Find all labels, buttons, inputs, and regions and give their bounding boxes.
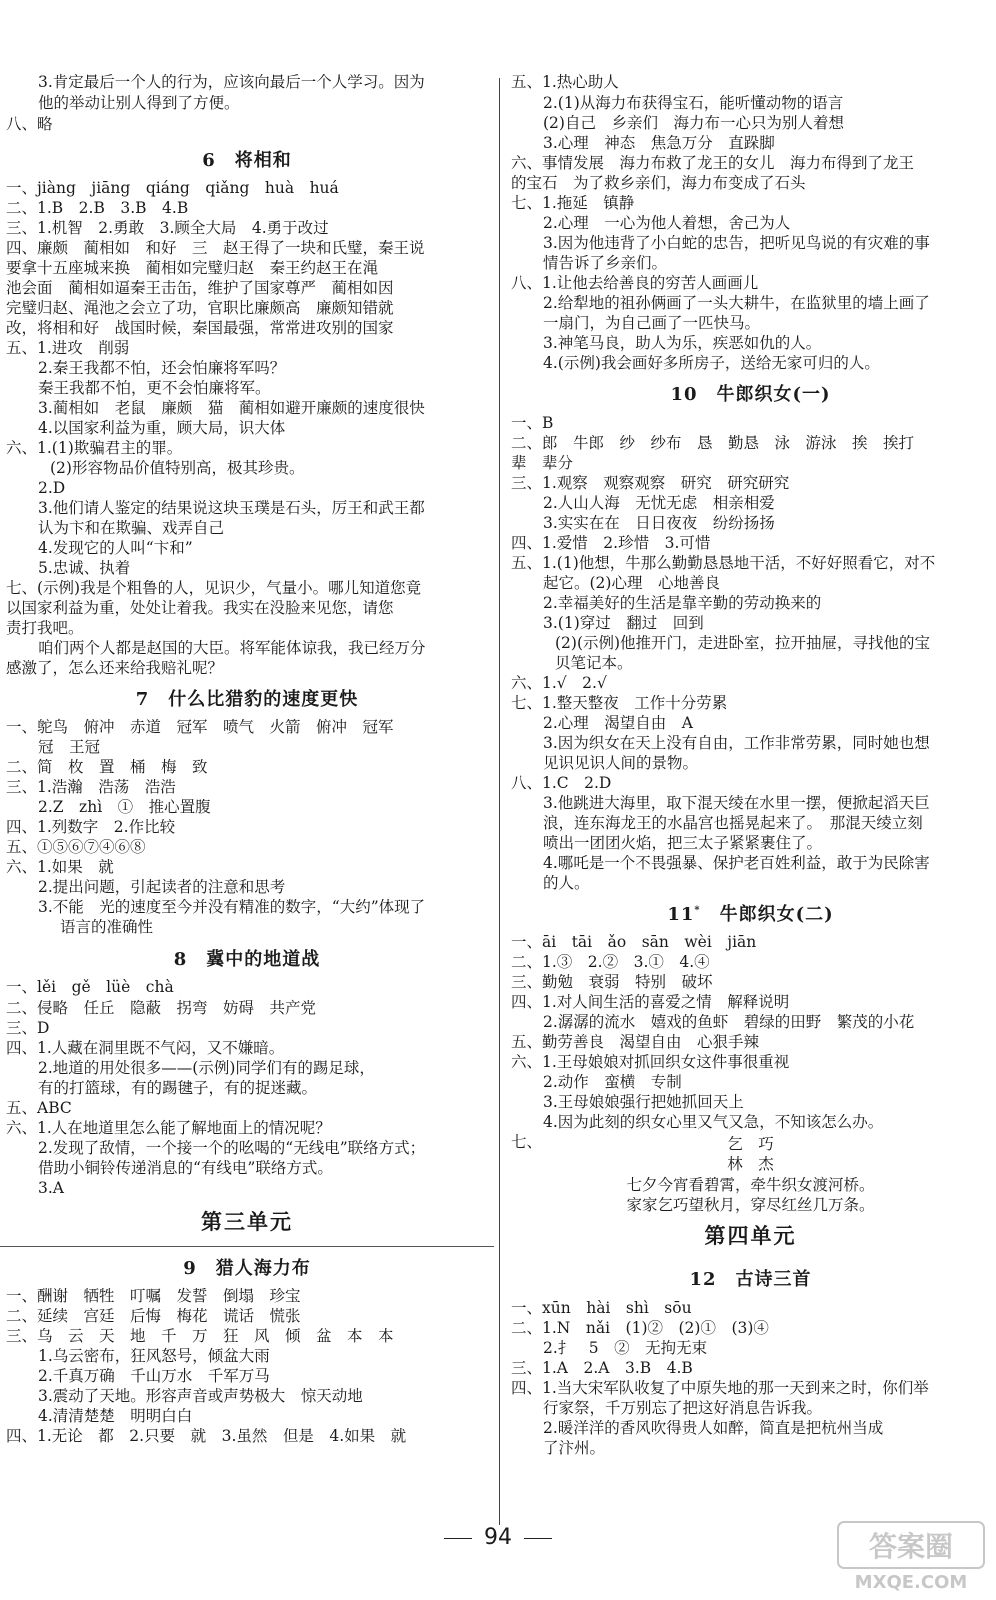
lesson-9-title: 9 猎人海力布 (183, 1258, 311, 1279)
text-line: 3.神笔马良，助人为乐，疾恶如仇的人。 (543, 334, 822, 352)
text-line: 一、lěi gě lüè chà (6, 978, 174, 996)
text-line: 二、郎 牛郎 纱 纱布 恳 勤恳 泳 游泳 挨 挨打 (511, 434, 915, 452)
section-divider (0, 1246, 494, 1247)
text-line: 3.肯定最后一个人的行为，应该向最后一个人学习。因为 (38, 73, 425, 91)
watermark-logo (836, 1520, 986, 1594)
text-line: 八、1.C 2.D (511, 774, 612, 792)
text-line: 2.幸福美好的生活是靠辛勤的劳动换来的 (543, 594, 822, 612)
text-line: 2.暖洋洋的香风吹得贵人如醉，简直是把杭州当成 (543, 1419, 884, 1437)
unit-3-title: 第三单元 (201, 1209, 293, 1234)
text-line: 3.实实在在 日日夜夜 纷纷扬扬 (543, 514, 775, 532)
text-line: 三、D (6, 1019, 50, 1037)
text-line: 4.(示例)我会画好多所房子，送给无家可归的人。 (543, 354, 880, 372)
text-line: 七、1.拖延 镇静 (511, 194, 635, 212)
poem-title: 乞 巧 (727, 1135, 774, 1153)
text-line: 2.地道的用处很多——(示例)同学们有的踢足球， (38, 1059, 375, 1077)
optional-mark: * (694, 905, 701, 916)
text-line: 七、(示例)我是个粗鲁的人，见识少，气量小。哪儿知道您竟 (6, 579, 422, 597)
lesson-11-title (505, 900, 996, 926)
text-line: 3.(1)穿过 翻过 回到 (543, 614, 704, 632)
text-line: 2.D (38, 479, 66, 497)
text-line: 二、侵略 任丘 隐蔽 拐弯 妨碍 共产党 (6, 999, 317, 1017)
dash-left (444, 1538, 472, 1539)
text-line: 二、简 枚 置 桶 梅 致 (6, 758, 208, 776)
text-line: 2.提出问题，引起读者的注意和思考 (38, 878, 286, 896)
text-line: 3.心理 神态 焦急万分 直跺脚 (543, 134, 775, 152)
text-line: 四、1.人藏在洞里既不气闷，又不嫌暗。 (6, 1039, 285, 1057)
text-line: 一、鸵鸟 俯冲 赤道 冠军 喷气 火箭 俯冲 冠军 (6, 718, 394, 736)
text-line: 二、延续 宫廷 后悔 梅花 谎话 慌张 (6, 1307, 301, 1325)
text-line: 4.哪吒是一个不畏强暴、保护老百姓利益，敢于为民除害 (543, 854, 930, 872)
text-line: 三、1.机智 2.勇敢 3.顾全大局 4.勇于改过 (6, 219, 329, 237)
text-line: 四、1.当大宋军队收复了中原失地的那一天到来之时，你们举 (511, 1379, 929, 1397)
text-line: 八、略 (6, 115, 53, 133)
text-line: 情告诉了乡亲们。 (543, 254, 668, 272)
text-line: 感激了，怎么还来给我赔礼呢？ (6, 659, 224, 677)
poem-line: 家家乞巧望秋月，穿尽红丝几万条。 (626, 1196, 875, 1214)
text-line: 六、1.√ 2.√ (511, 674, 607, 692)
text-line: 二、1.③ 2.② 3.① 4.④ (511, 953, 710, 971)
text-line: 二、1.B 2.B 3.B 4.B (6, 199, 189, 217)
text-line: 四、1.爱惜 2.珍惜 3.可惜 (511, 534, 711, 552)
watermark-main: 答案圈 (868, 1530, 954, 1563)
column-divider (499, 78, 500, 1525)
text-line: 认为卞和在欺骗、戏弄自己 (38, 519, 225, 537)
text-line: 3.A (38, 1179, 64, 1197)
text-line: 五、1.热心助人 (511, 73, 619, 91)
text-line: 六、事情发展 海力布救了龙王的女儿 海力布得到了龙王 (511, 154, 915, 172)
text-line: 3.因为他违背了小白蛇的忠告，把听见鸟说的有灾难的事 (543, 234, 930, 252)
text-line: 2.心理 渴望自由 A (543, 714, 693, 732)
dash-right (524, 1538, 552, 1539)
text-line: 的宝石 为了救乡亲们，海力布变成了石头 (511, 174, 806, 192)
text-line: 见识见识人间的景物。 (543, 754, 699, 772)
text-line: 五、勤劳善良 渴望自由 心狠手辣 (511, 1033, 760, 1051)
text-line: 喷出一团团火焰，把三太子紧紧裹住了。 (543, 834, 823, 852)
text-line: 4.清清楚楚 明明白白 (38, 1407, 193, 1425)
text-line: 四、1.对人间生活的喜爱之情 解释说明 (511, 993, 790, 1011)
lesson-10-title: 10 牛郎织女(一) (670, 384, 831, 405)
lesson-name: 牛郎织女(二) (719, 904, 834, 925)
text-line: 六、1.(1)欺骗君主的罪。 (6, 439, 183, 457)
text-line: 一、xūn hài shì sōu (511, 1299, 692, 1317)
lesson-7-title: 7 什么比猎豹的速度更快 (135, 689, 359, 710)
text-line: 四、1.列数字 2.作比较 (6, 818, 176, 836)
text-line: 起它。(2)心理 心地善良 (543, 574, 720, 592)
text-line: 2.(1)从海力布获得宝石，能听懂动物的语言 (543, 94, 844, 112)
text-line: 2.人山人海 无忧无虑 相亲相爱 (543, 494, 775, 512)
lesson-12-title: 12 古诗三首 (689, 1269, 812, 1290)
text-line: 七、 (511, 1133, 543, 1151)
text-line: 2.给犁地的祖孙俩画了一头大耕牛，在监狱里的墙上画了 (543, 294, 930, 312)
text-line: 三、1.观察 观察观察 研究 研究研究 (511, 474, 790, 492)
text-line: 七、1.整天整夜 工作十分劳累 (511, 694, 728, 712)
text-line: 他的举动让别人得到了方便。 (38, 94, 240, 112)
text-line: 池会面 蔺相如逼秦王击缶，维护了国家尊严 蔺相如因 (6, 279, 394, 297)
text-line: 五、①⑤⑥⑦④⑥⑧ (6, 838, 146, 856)
text-line: 浪，连东海龙王的水晶宫也摇晃起来了。 那混天绫立刻 (543, 814, 923, 832)
poem-line: 七夕今宵看碧霄，牵牛织女渡河桥。 (626, 1176, 875, 1194)
text-line: 3.他们请人鉴定的结果说这块玉璞是石头，厉王和武王都 (38, 499, 425, 517)
text-line: 3.王母娘娘强行把她抓回天上 (543, 1093, 744, 1111)
text-line: (2)自己 乡亲们 海力布一心只为别人着想 (543, 114, 844, 132)
text-line: 2.千真万确 千山万水 千军万马 (38, 1367, 270, 1385)
text-line: 三、勤勉 衰弱 特别 破坏 (511, 973, 713, 991)
text-line: 3.蔺相如 老鼠 廉颇 猫 蔺相如避开廉颇的速度很快 (38, 399, 425, 417)
text-line: (2)(示例)他推开门，走进卧室，拉开抽屉，寻找他的宝 (555, 634, 931, 652)
text-line: 了汴州。 (543, 1439, 606, 1457)
text-line: 3.因为织女在天上没有自由，工作非常劳累，同时她也想 (543, 734, 930, 752)
text-line: 1.乌云密布，狂风怒号，倾盆大雨 (38, 1347, 270, 1365)
text-line: 五、1.(1)他想，牛那么勤勤恳恳地干活，不好好照看它，对不 (511, 554, 936, 572)
text-line: 辈 辈分 (511, 454, 574, 472)
text-line: 三、1.A 2.A 3.B 4.B (511, 1359, 693, 1377)
text-line: 3.震动了天地。形容声音或声势极大 惊天动地 (38, 1387, 363, 1405)
text-line: 三、乌 云 天 地 千 万 狂 风 倾 盆 本 本 (6, 1327, 394, 1345)
lesson-number: 11 (667, 904, 695, 925)
text-line: 一、B (511, 414, 554, 432)
text-line: 4.以国家利益为重，顾大局，识大体 (38, 419, 286, 437)
poem-author: 林 杰 (727, 1155, 774, 1173)
unit-4-title: 第四单元 (704, 1223, 797, 1248)
text-line: 咱们两个人都是赵国的大臣。将军能体谅我，我已经万分 (38, 639, 426, 657)
text-line: 3.他跳进大海里，取下混天绫在水里一摆，便掀起滔天巨 (543, 794, 930, 812)
text-line: 4.因为此刻的织女心里又气又急，不知该怎么办。 (543, 1113, 884, 1131)
text-line: 一、酬谢 牺牲 叮嘱 发誓 倒塌 珍宝 (6, 1287, 301, 1305)
text-line: 4.发现它的人叫“卞和” (38, 539, 193, 557)
lesson-6-title: 6 将相和 (202, 150, 292, 171)
text-line: 2.潺潺的流水 嬉戏的鱼虾 碧绿的田野 繁茂的小花 (543, 1013, 915, 1031)
text-line: 一、jiàng jiāng qiáng qiǎng huà huá (6, 179, 339, 197)
text-line: 完璧归赵、渑池之会立了功，官职比廉颇高 廉颇知错就 (6, 299, 394, 317)
text-line: 要拿十五座城来换 蔺相如完璧归赵 秦王约赵王在渑 (6, 259, 379, 277)
text-line: 5.忠诚、执着 (38, 559, 131, 577)
text-line: 五、ABC (6, 1099, 72, 1117)
text-line: 改，将相和好 战国时候，秦国最强，常常进攻别的国家 (6, 319, 394, 337)
text-line: 以国家利益为重，处处让着我。我实在没脸来见您，请您 (6, 599, 394, 617)
text-line: 三、1.浩瀚 浩荡 浩浩 (6, 778, 176, 796)
text-line: 八、1.让他去给善良的穷苦人画画儿 (511, 274, 759, 292)
lesson-8-title: 8 冀中的地道战 (173, 949, 321, 970)
text-line: 借助小铜铃传递消息的“有线电”联络方式。 (38, 1159, 333, 1177)
text-line: 一扇门，为自己画了一匹快马。 (543, 314, 761, 332)
text-line: 2.Z zhì ① 推心置腹 (38, 798, 211, 816)
text-line: 六、1.人在地道里怎么能了解地面上的情况呢？ (6, 1119, 331, 1137)
text-line: 秦王我都不怕，更不会怕廉将军。 (38, 379, 271, 397)
text-line: (2)形容物品价值特别高，极其珍贵。 (50, 459, 305, 477)
watermark-sub: MXQE.COM (854, 1572, 968, 1593)
text-line: 一、āi tāi ǎo sān wèi jiān (511, 933, 757, 951)
text-line: 2.秦王我都不怕，还会怕廉将军吗？ (38, 359, 286, 377)
text-line: 二、1.N nǎi (1)② (2)① (3)④ (511, 1319, 769, 1337)
text-line: 语言的准确性 (60, 918, 154, 936)
text-line: 冠 王冠 (38, 738, 101, 756)
text-line: 2.扌 5 ② 无拘无束 (543, 1339, 708, 1357)
text-line: 2.动作 蛮横 专制 (543, 1073, 682, 1091)
text-line: 六、1.如果 就 (6, 858, 114, 876)
text-line: 的人。 (543, 874, 590, 892)
page-number-value: 94 (484, 1525, 512, 1550)
text-line: 责打我吧。 (6, 619, 84, 637)
text-line: 3.不能 光的速度至今并没有精准的数字，“大约”体现了 (38, 898, 426, 916)
text-line: 四、廉颇 蔺相如 和好 三 赵王得了一块和氏璧，秦王说 (6, 239, 425, 257)
text-line: 六、1.王母娘娘对抓回织女这件事很重视 (511, 1053, 790, 1071)
text-line: 五、1.进攻 削弱 (6, 339, 130, 357)
text-line: 有的打篮球，有的踢毽子，有的捉迷藏。 (38, 1079, 318, 1097)
text-line: 贝笔记本。 (555, 654, 633, 672)
text-line: 行家祭，千万别忘了把这好消息告诉我。 (543, 1399, 823, 1417)
text-line: 四、1.无论 都 2.只要 就 3.虽然 但是 4.如果 就 (6, 1427, 407, 1445)
text-line: 2.心理 一心为他人着想，舍己为人 (543, 214, 791, 232)
text-line: 2.发现了敌情，一个接一个的吆喝的“无线电”联络方式； (38, 1139, 426, 1157)
